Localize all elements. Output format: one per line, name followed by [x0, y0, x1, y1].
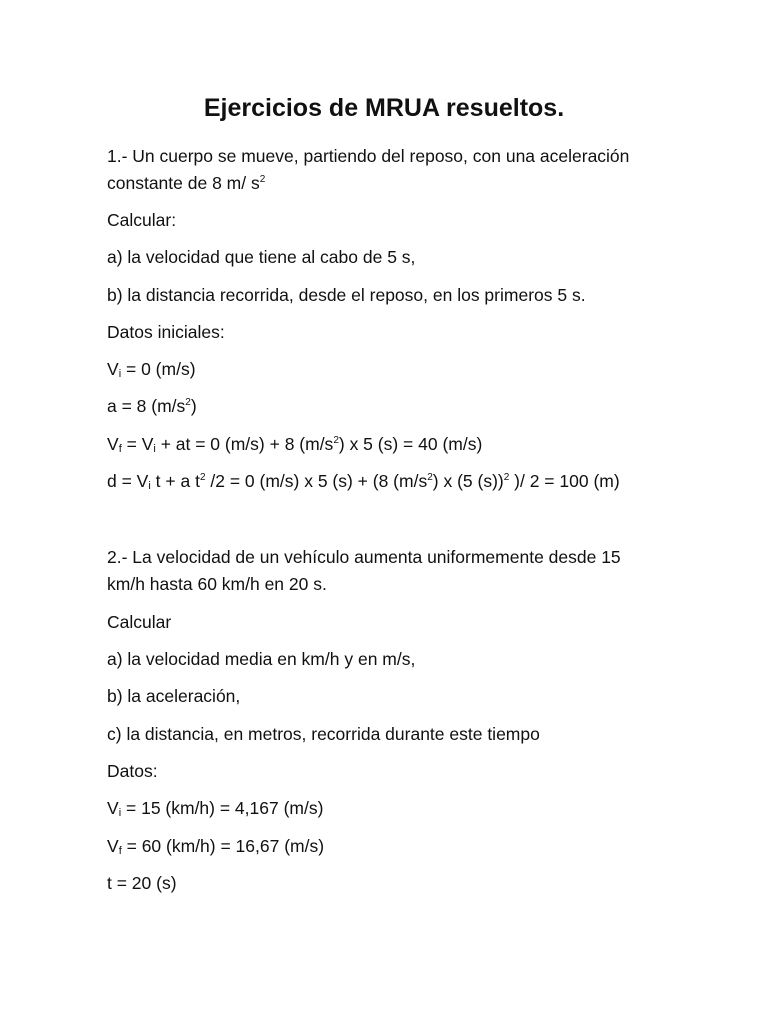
exercise1-question-a: a) la velocidad que tiene al cabo de 5 s, — [107, 247, 416, 267]
superscript-2: 2 — [333, 435, 339, 446]
superscript-2: 2 — [259, 174, 266, 185]
equation-text: /2 = 0 (m/s) x 5 (s) + (8 (m/s — [205, 471, 428, 491]
exercise2-statement-line2: km/h hasta 60 km/h en 20 s. — [107, 574, 327, 594]
exercise1-data-vi — [107, 357, 196, 381]
exercise1-question-b: b) la distancia recorrida, desde el reposo, en los primeros 5 s. — [107, 285, 586, 305]
exercise2-calcular-label: Calcular — [107, 612, 172, 632]
exercise2-data-vf — [107, 834, 324, 858]
superscript-2: 2 — [503, 472, 510, 483]
subscript-i: i — [118, 807, 122, 819]
symbol-v: V — [107, 434, 119, 454]
subscript-i: i — [118, 368, 122, 380]
superscript-2: 2 — [185, 397, 191, 408]
data-text: ) — [190, 396, 197, 416]
exercise1-datos-label: Datos iniciales: — [107, 322, 225, 342]
symbol-v: V — [107, 836, 119, 856]
exercise1-statement-line1: 1.- Un cuerpo se mueve, partiendo del reposo, con una aceleración — [107, 146, 630, 166]
exercise2-data-vi — [107, 796, 323, 820]
exercise2-question-a: a) la velocidad media en km/h y en m/s, — [107, 649, 416, 669]
equation-text: = V — [121, 434, 154, 454]
exercise1-equation-vf — [107, 432, 482, 456]
exercise2-datos-label: Datos: — [107, 761, 158, 781]
exercise2-question-c: c) la distancia, en metros, recorrida durante este tiempo — [107, 724, 540, 744]
equation-text: d = V — [107, 471, 149, 491]
exercise1-equation-d — [107, 469, 620, 493]
data-text: = 0 (m/s) — [121, 359, 196, 379]
exercise1-data-a — [107, 394, 197, 418]
data-text: a = 8 (m/s — [107, 396, 186, 416]
superscript-2: 2 — [199, 472, 206, 483]
superscript-2: 2 — [427, 472, 433, 483]
equation-text: )/ 2 = 100 (m) — [509, 471, 620, 491]
equation-text: t + a t — [150, 471, 200, 491]
data-text: = 60 (km/h) = 16,67 (m/s) — [121, 836, 325, 856]
symbol-v: V — [107, 798, 119, 818]
subscript-i: i — [153, 443, 156, 455]
equation-text: + at = 0 (m/s) + 8 (m/s — [155, 434, 334, 454]
exercise1-statement-line2 — [107, 171, 265, 195]
exercise2-question-b: b) la aceleración, — [107, 686, 241, 706]
statement-text: constante de 8 m/ s — [107, 173, 260, 193]
subscript-f: f — [118, 845, 122, 857]
exercise2-statement-line1: 2.- La velocidad de un vehículo aumenta uniformemente desde 15 — [107, 547, 621, 567]
symbol-v: V — [107, 359, 119, 379]
exercise2-data-t: t = 20 (s) — [107, 873, 177, 893]
exercise1-calcular-label: Calcular: — [107, 210, 177, 230]
equation-text: ) x (5 (s)) — [432, 471, 504, 491]
data-text: = 15 (km/h) = 4,167 (m/s) — [121, 798, 324, 818]
subscript-i: i — [148, 480, 151, 492]
equation-text: ) x 5 (s) = 40 (m/s) — [338, 434, 483, 454]
document-title: Ejercicios de MRUA resueltos. — [203, 94, 565, 122]
subscript-f: f — [118, 443, 122, 455]
